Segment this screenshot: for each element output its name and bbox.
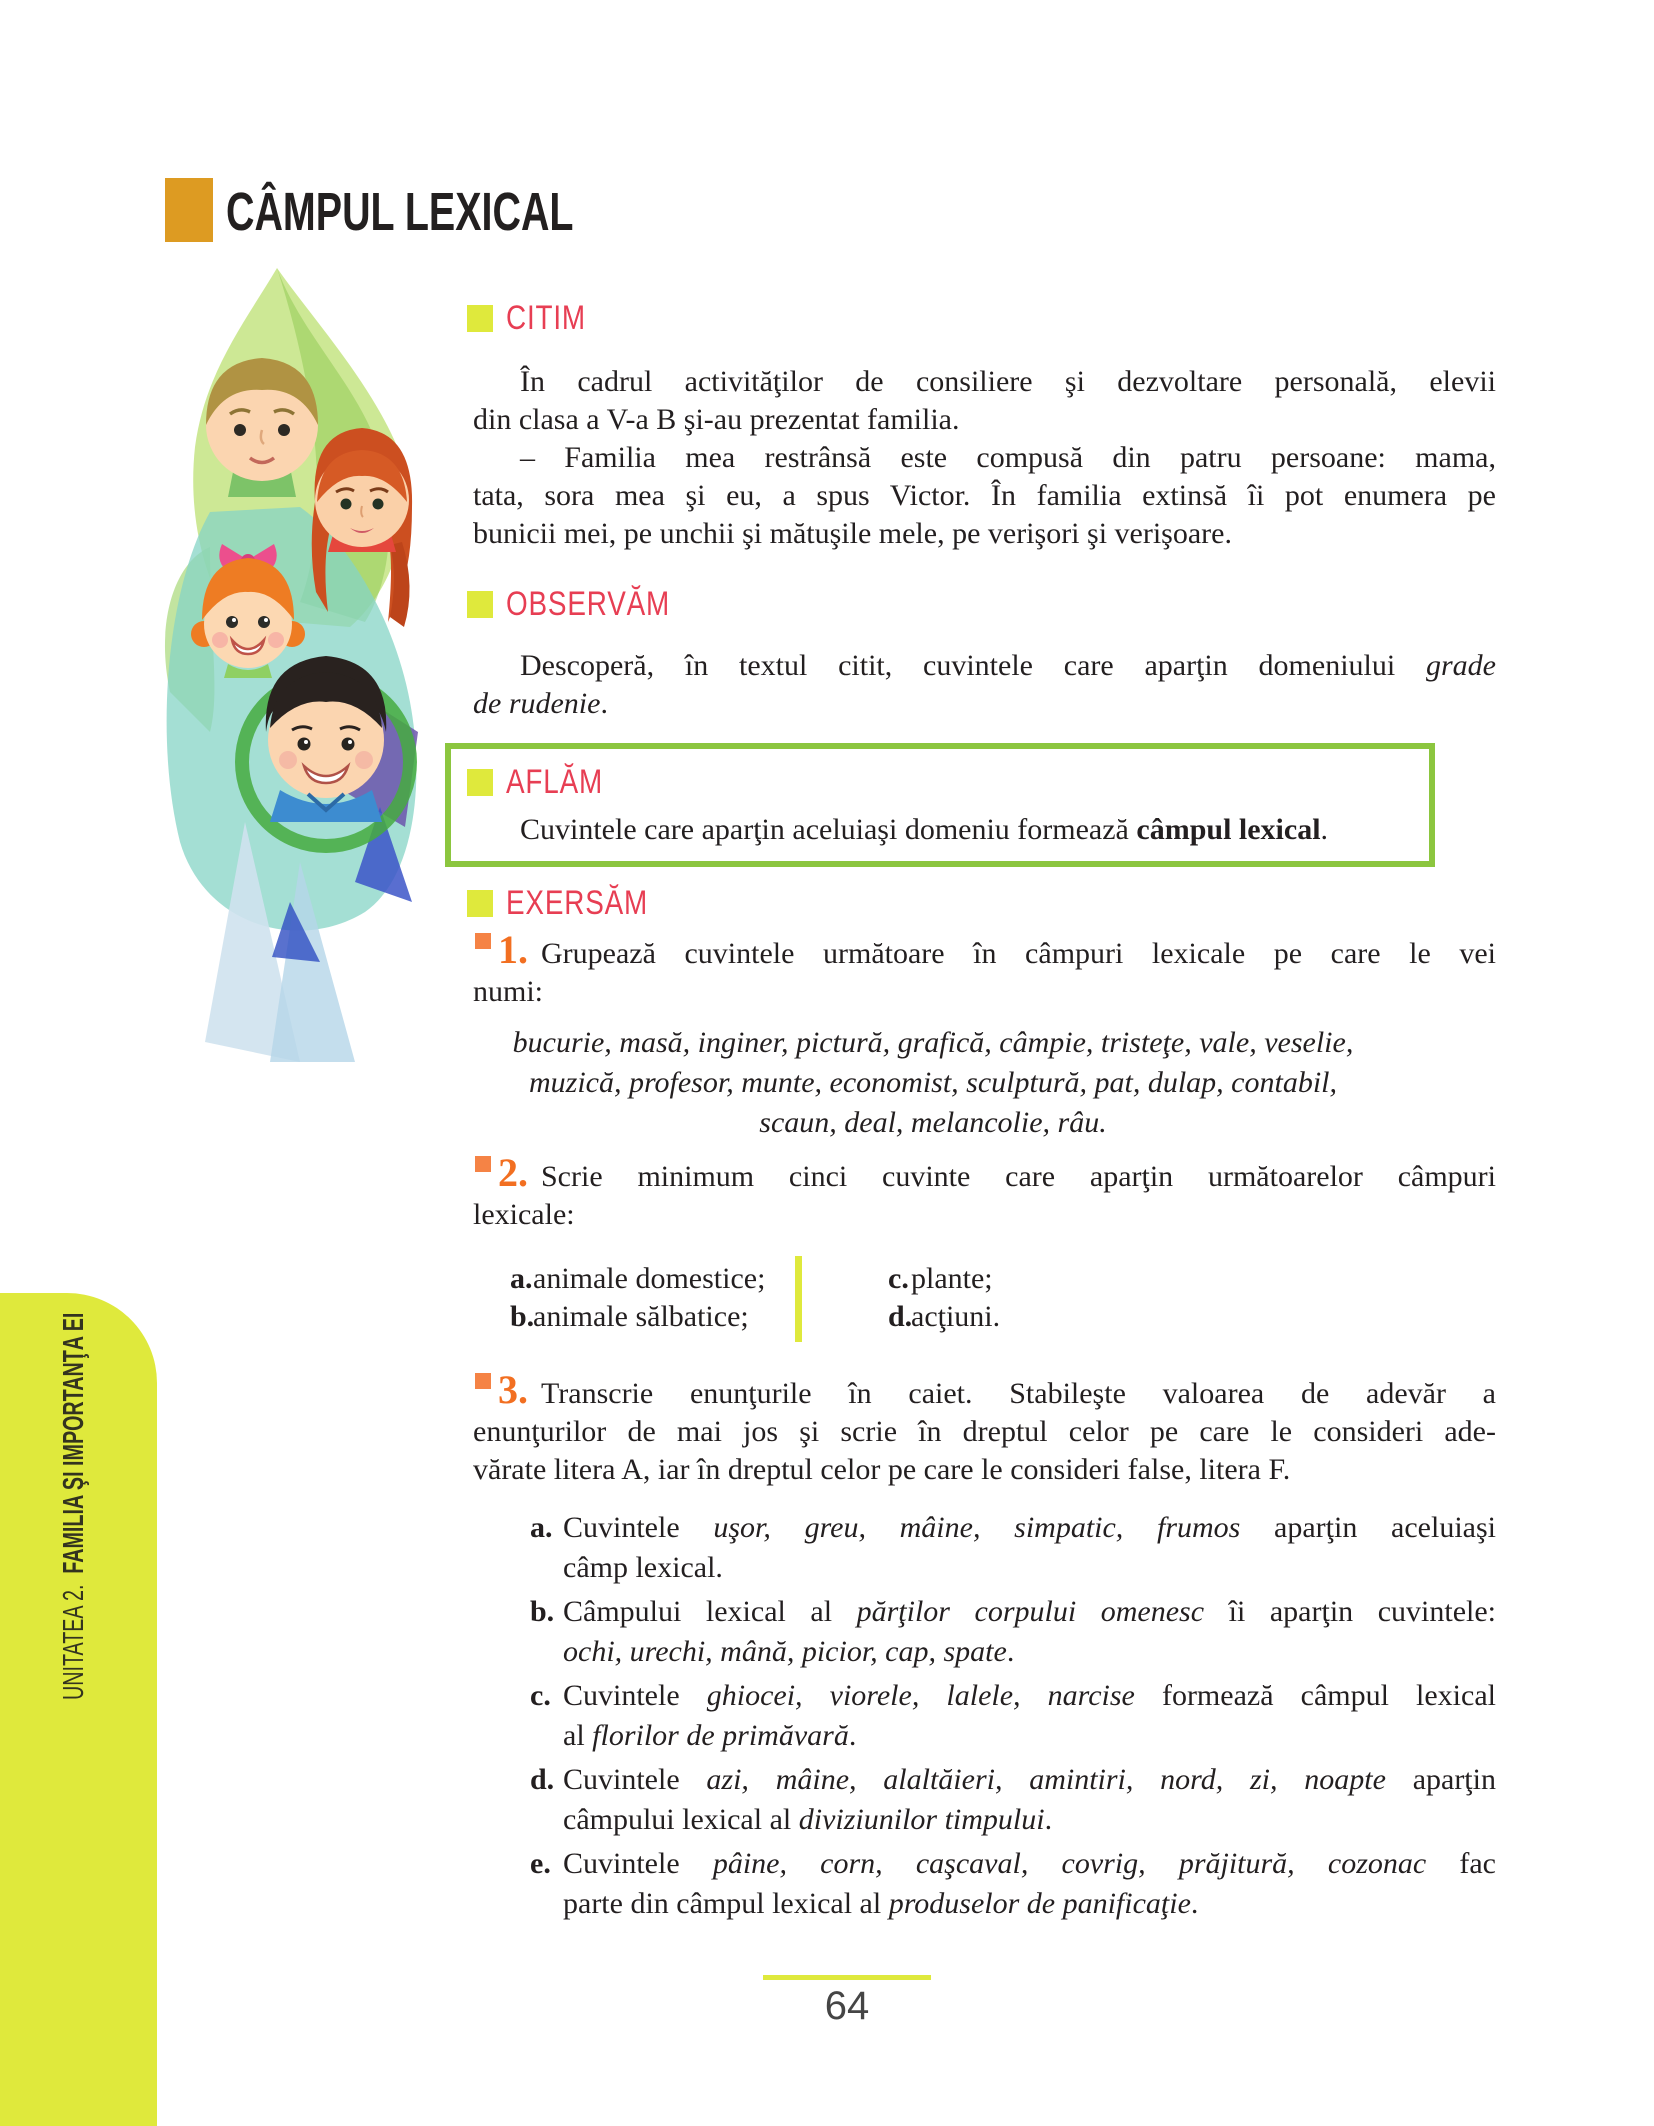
item-text: animale domestice; (533, 1262, 766, 1295)
paragraph-line: – Familia mea restrânsă este compusă din patru persoane: mama, (520, 441, 1496, 474)
footer-rule (763, 1975, 931, 1980)
paragraph-line: Descoperă, în textul citit, cuvintele care aparţin domeniului grade (520, 649, 1496, 682)
exercise-bullet-square (475, 933, 491, 949)
exercise-3-intro-line (473, 1367, 1496, 1413)
exercise-1-intro-line: numi: (473, 975, 544, 1008)
column-divider (795, 1256, 802, 1342)
exercise-2-left-column (510, 1260, 780, 1336)
exercise-2-intro-line: lexicale: (473, 1198, 575, 1231)
unit-title: FAMILIA ŞI IMPORTANŢA EI (58, 1312, 90, 1574)
observam-text (473, 647, 1496, 723)
list-item (888, 1260, 1158, 1298)
section-label-aflam: AFLĂM (506, 763, 604, 801)
item-letter: a. (510, 1262, 533, 1295)
section-label-observam: OBSERVĂM (506, 585, 671, 623)
exercise-2-number: 2. (498, 1150, 528, 1195)
item-text: Cuvintele pâine, corn, caşcaval, covrig, prăjitură, cozonac fac parte din câmpul lexical al produselor de panificaţie. (563, 1847, 1496, 1920)
exercise-2 (473, 1150, 1496, 1234)
section-label-exersam: EXERSĂM (506, 884, 649, 922)
exercise-2-intro-line (473, 1150, 1496, 1196)
item-letter: a. (530, 1511, 553, 1544)
paragraph-line: de rudenie. (473, 687, 608, 720)
exercise-3-number: 3. (498, 1367, 528, 1412)
item-text: Cuvintele ghiocei, viorele, lalele, narcise formează câmpul lexical al florilor de primăvară. (563, 1679, 1496, 1752)
item-text: Cuvintele uşor, greu, mâine, simpatic, frumos aparţin aceluiaşi câmp lexical. (563, 1511, 1496, 1584)
exercise-3-intro: Transcrie enunţurile în caiet. Stabileşte valoarea de adevăr a (541, 1377, 1496, 1410)
exercise-3-intro-line: enunţurilor de mai jos şi scrie în dreptul celor pe care le consideri ade- (473, 1415, 1496, 1448)
section-citim-header (467, 299, 604, 338)
family-illustration (150, 262, 445, 1062)
rule-sentence: Cuvintele care aparţin aceluiaşi domeniu formează câmpul lexical. (520, 813, 1329, 846)
item-text: animale sălbatice; (533, 1300, 749, 1333)
list-item (530, 1592, 1496, 1672)
item-letter: c. (530, 1679, 551, 1712)
section-label-citim: CITIM (506, 299, 586, 337)
section-observam-header (467, 585, 706, 624)
unit-tab-label (58, 1313, 91, 1700)
item-text: Câmpului lexical al părţilor corpului omenesc îi aparţin cuvintele: ochi, urechi, mână, picior, cap, spate. (563, 1595, 1496, 1668)
item-letter: b. (530, 1595, 555, 1628)
item-text: acţiuni. (911, 1300, 1001, 1333)
section-bullet-square (467, 890, 493, 917)
aflam-text (473, 811, 1413, 849)
title-square (165, 178, 213, 242)
citim-text (473, 363, 1496, 553)
section-bullet-square (467, 769, 493, 796)
item-letter: e. (530, 1847, 551, 1880)
list-item (530, 1760, 1496, 1840)
paragraph-line: din clasa a V-a B şi-au prezentat familia. (473, 403, 960, 436)
exercise-bullet-square (475, 1156, 491, 1172)
exercise-3 (473, 1367, 1496, 1489)
item-letter: d. (888, 1300, 913, 1333)
list-item (530, 1844, 1496, 1924)
exercise-1-intro-line (473, 927, 1496, 973)
item-text: plante; (911, 1262, 993, 1295)
list-item (510, 1260, 780, 1298)
page-number: 64 (824, 1984, 870, 2028)
item-letter: c. (888, 1262, 909, 1295)
paragraph-line: În cadrul activităţilor de consiliere şi dezvoltare personală, elevii (520, 365, 1496, 398)
exercise-bullet-square (475, 1373, 491, 1389)
exercise-3-items (530, 1508, 1496, 1928)
item-text: Cuvintele azi, mâine, alaltăieri, amintiri, nord, zi, noapte aparţin câmpului lexical al diviziunilor timpului. (563, 1763, 1496, 1836)
list-item (888, 1298, 1158, 1336)
exercise-1-intro: Grupează cuvintele următoare în câmpuri lexicale pe care le vei (541, 937, 1496, 970)
exercise-2-intro: Scrie minimum cinci cuvinte care aparţin următoarelor câmpuri (541, 1160, 1496, 1193)
exercise-1-word-list: bucurie, masă, inginer, pictură, grafică, câmpie, tristeţe, vale, veselie, muzică, profesor, munte, economist, sculptură, pat, dulap, contabil, scaun, deal, melancolie, râu. (512, 1026, 1354, 1139)
exercise-3-intro-line: vărate litera A, iar în dreptul celor pe care le consideri false, litera F. (473, 1453, 1291, 1486)
list-item (530, 1508, 1496, 1588)
page-title: CÂMPUL LEXICAL (226, 182, 574, 242)
list-item (510, 1298, 780, 1336)
item-letter: d. (530, 1763, 555, 1796)
aflam-rule-box (445, 743, 1435, 867)
section-bullet-square (467, 305, 493, 332)
exercise-2-right-column (888, 1260, 1158, 1336)
list-item (530, 1676, 1496, 1756)
section-aflam-header (467, 763, 624, 802)
section-bullet-square (467, 591, 493, 618)
section-exersam-header (467, 884, 679, 923)
paragraph-line: bunicii mei, pe unchii şi mătuşile mele, pe verişori şi verişoare. (473, 517, 1232, 550)
paragraph-line: tata, sora mea şi eu, a spus Victor. În familia extinsă îi pot enumera pe (473, 479, 1496, 512)
exercise-1-number: 1. (498, 927, 528, 972)
unit-number: UNITATEA 2. (58, 1584, 90, 1700)
exercise-1 (473, 927, 1496, 1011)
item-letter: b. (510, 1300, 535, 1333)
